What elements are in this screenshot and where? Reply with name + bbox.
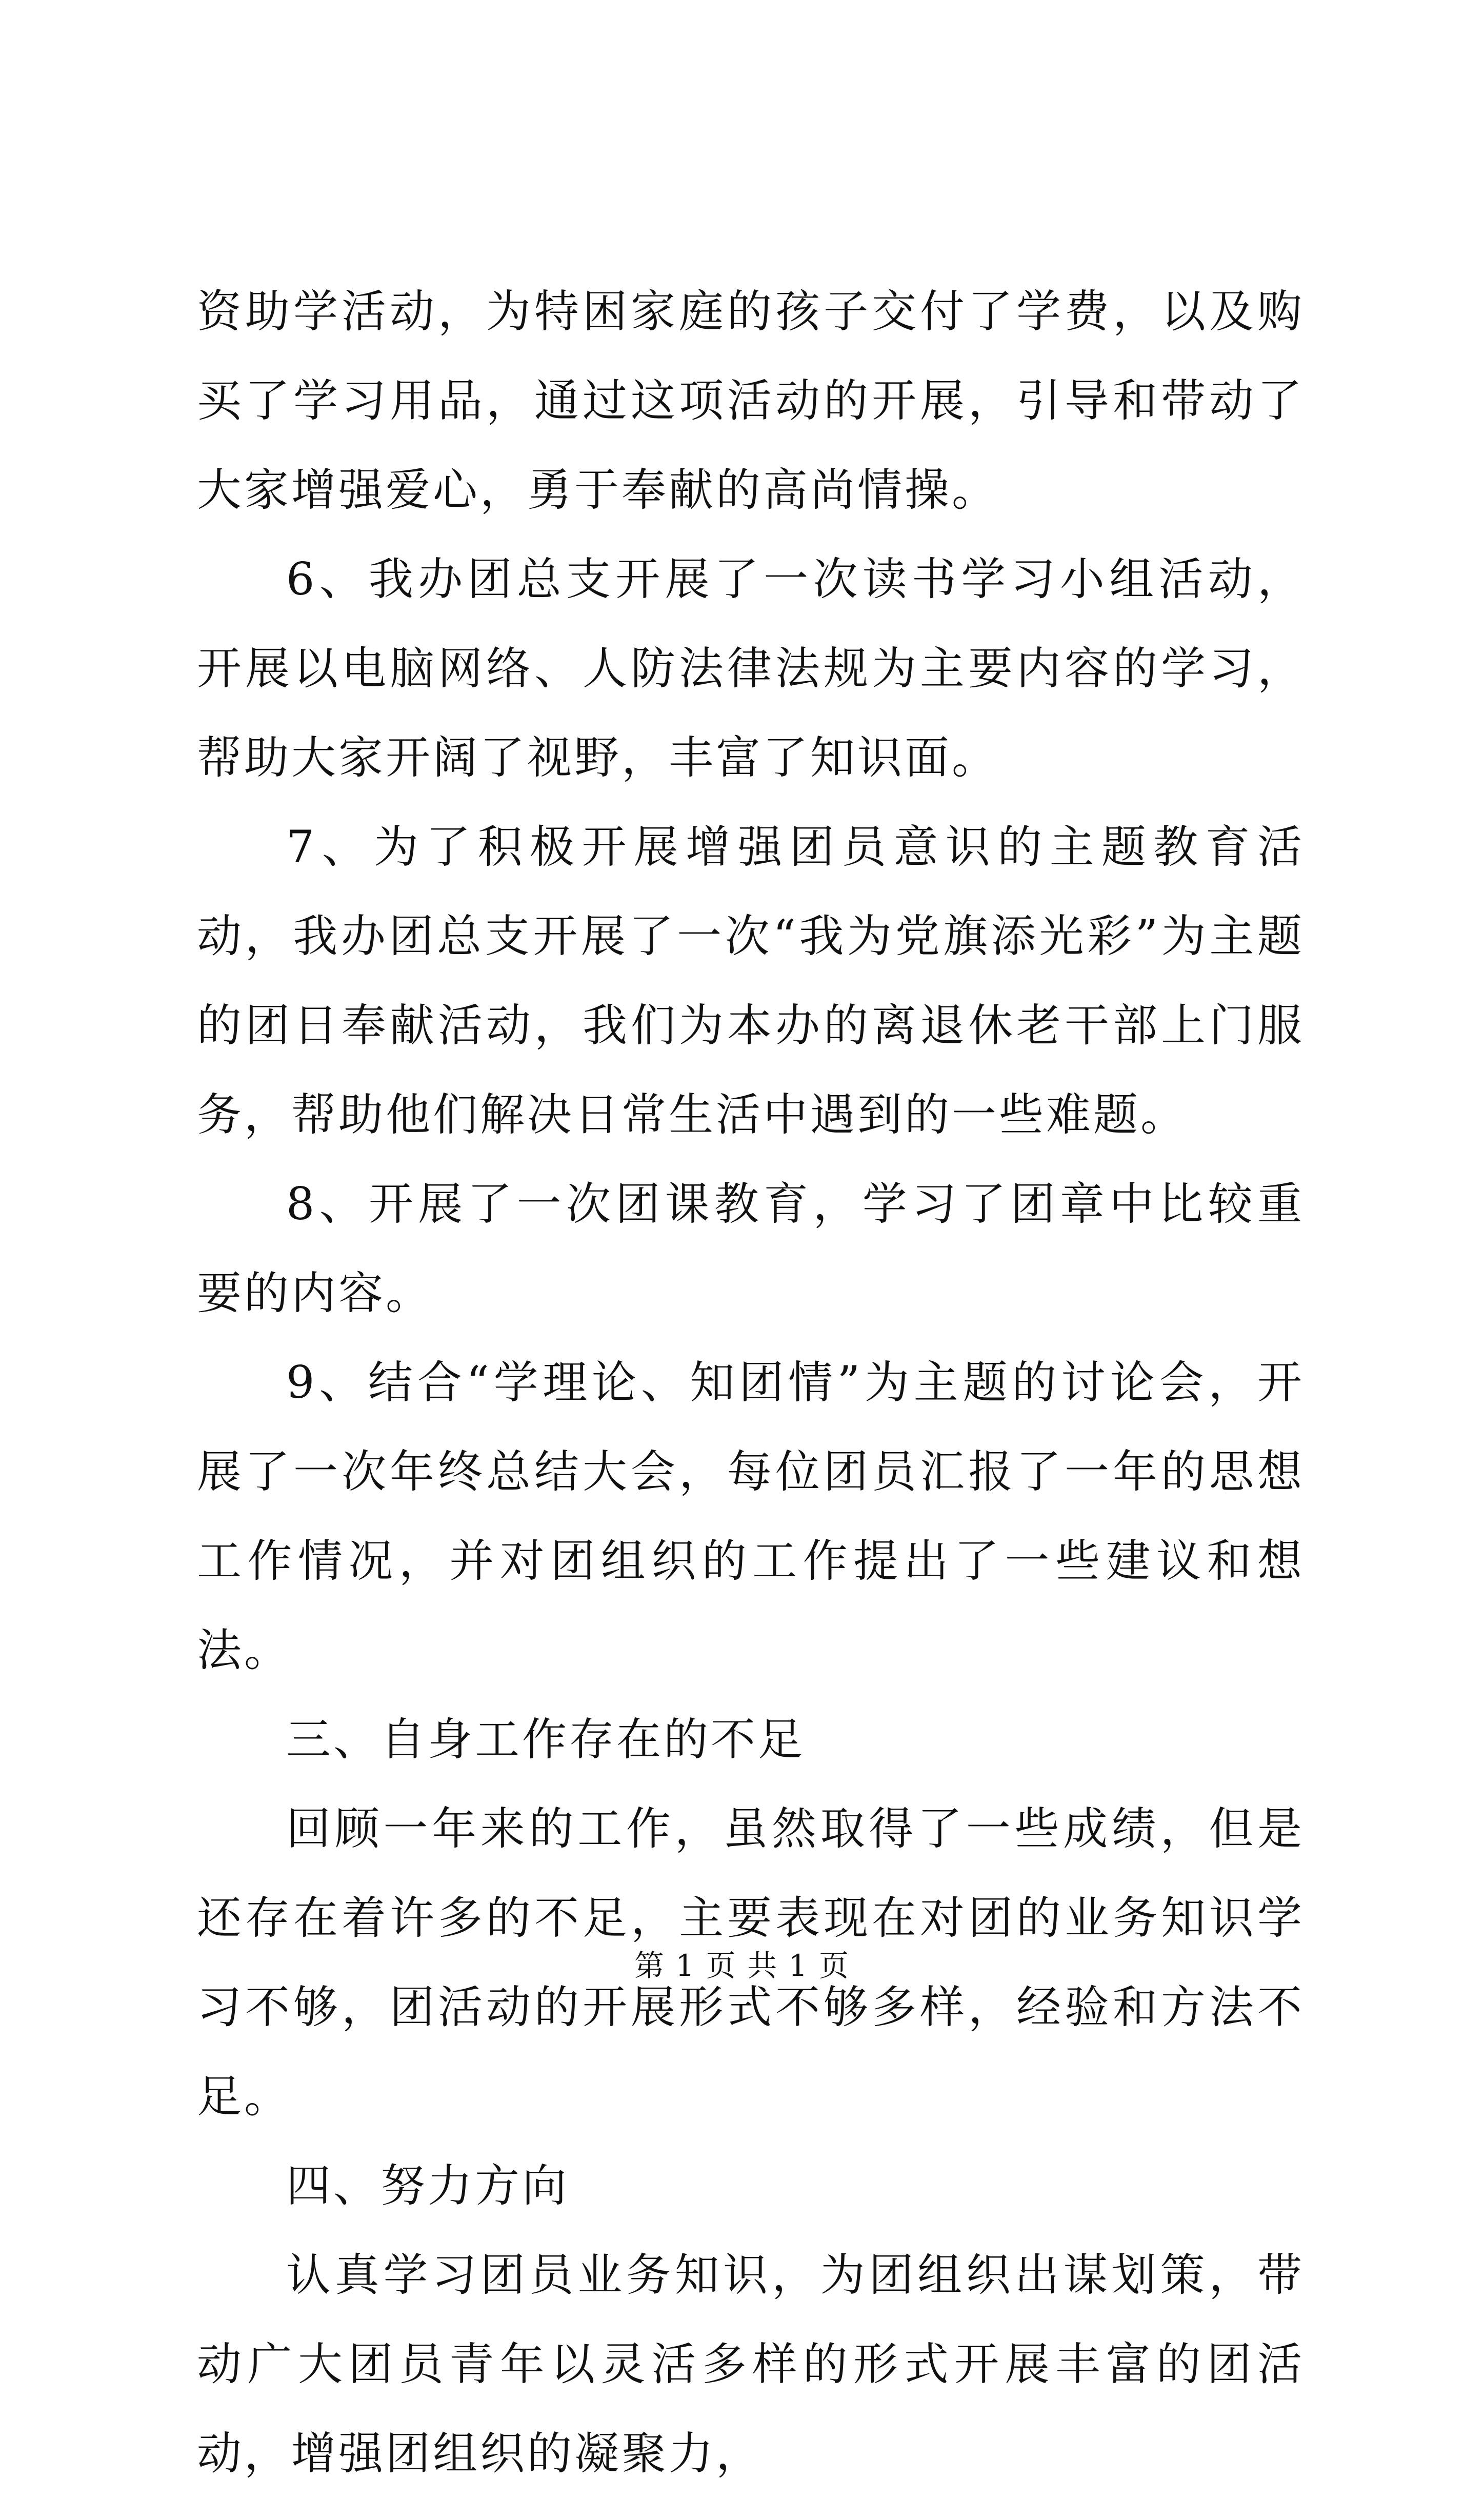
paragraph-5: 9、结合“学理论、知团情”为主题的讨论会，开展了一次年终总结大会，每位团员汇报了一年的思想工作情况，并对团组织的工作提出了一些建议和想法。	[197, 1356, 1305, 1676]
section-heading-shortcomings: 三、自身工作存在的不足	[286, 1713, 805, 1766]
paragraph-7: 回顾一年来的工作，虽然取得了一些成绩，但是还存在着许多的不足，主要表现在对团的业务知识学习不够，团活动的开展形式不够多样，经验和方法不足。	[197, 1802, 1305, 2123]
section-heading-direction: 四、努力方向	[286, 2159, 569, 2212]
paragraph-3: 7、为了积极开展增强团员意识的主题教育活动，我办团总支开展了一次“我为党旗添光彩”为主题的团日奉献活动，我们为本办的离退休老干部上门服务，帮助他们解决日常生活中遇到的一些难题。	[197, 821, 1305, 1141]
paragraph-9: 认真学习团员业务知识，为团组织出谋划策，带动广大团员青年以灵活多样的形式开展丰富的团活动，增强团组织的凝聚力，	[197, 2249, 1305, 2480]
paragraph-1: 资助学活动，为特困家庭的孩子交付了学费，以及购买了学习用品，通过这项活动的开展，引导和带动了大家增强爱心，勇于奉献的高尚情操。	[197, 285, 1305, 516]
page-footer: 第 1 页 共 1 页	[634, 1948, 850, 1983]
document-body	[197, 267, 1305, 2498]
paragraph-2: 6、我办团总支开展了一次读书学习小组活动，开展以电脑网络、人防法律法规为主要内容的学习，帮助大家开阔了视野，丰富了知识面。	[197, 553, 1305, 784]
paragraph-4: 8、开展了一次团课教育，学习了团章中比较重要的内容。	[197, 1178, 1305, 1319]
